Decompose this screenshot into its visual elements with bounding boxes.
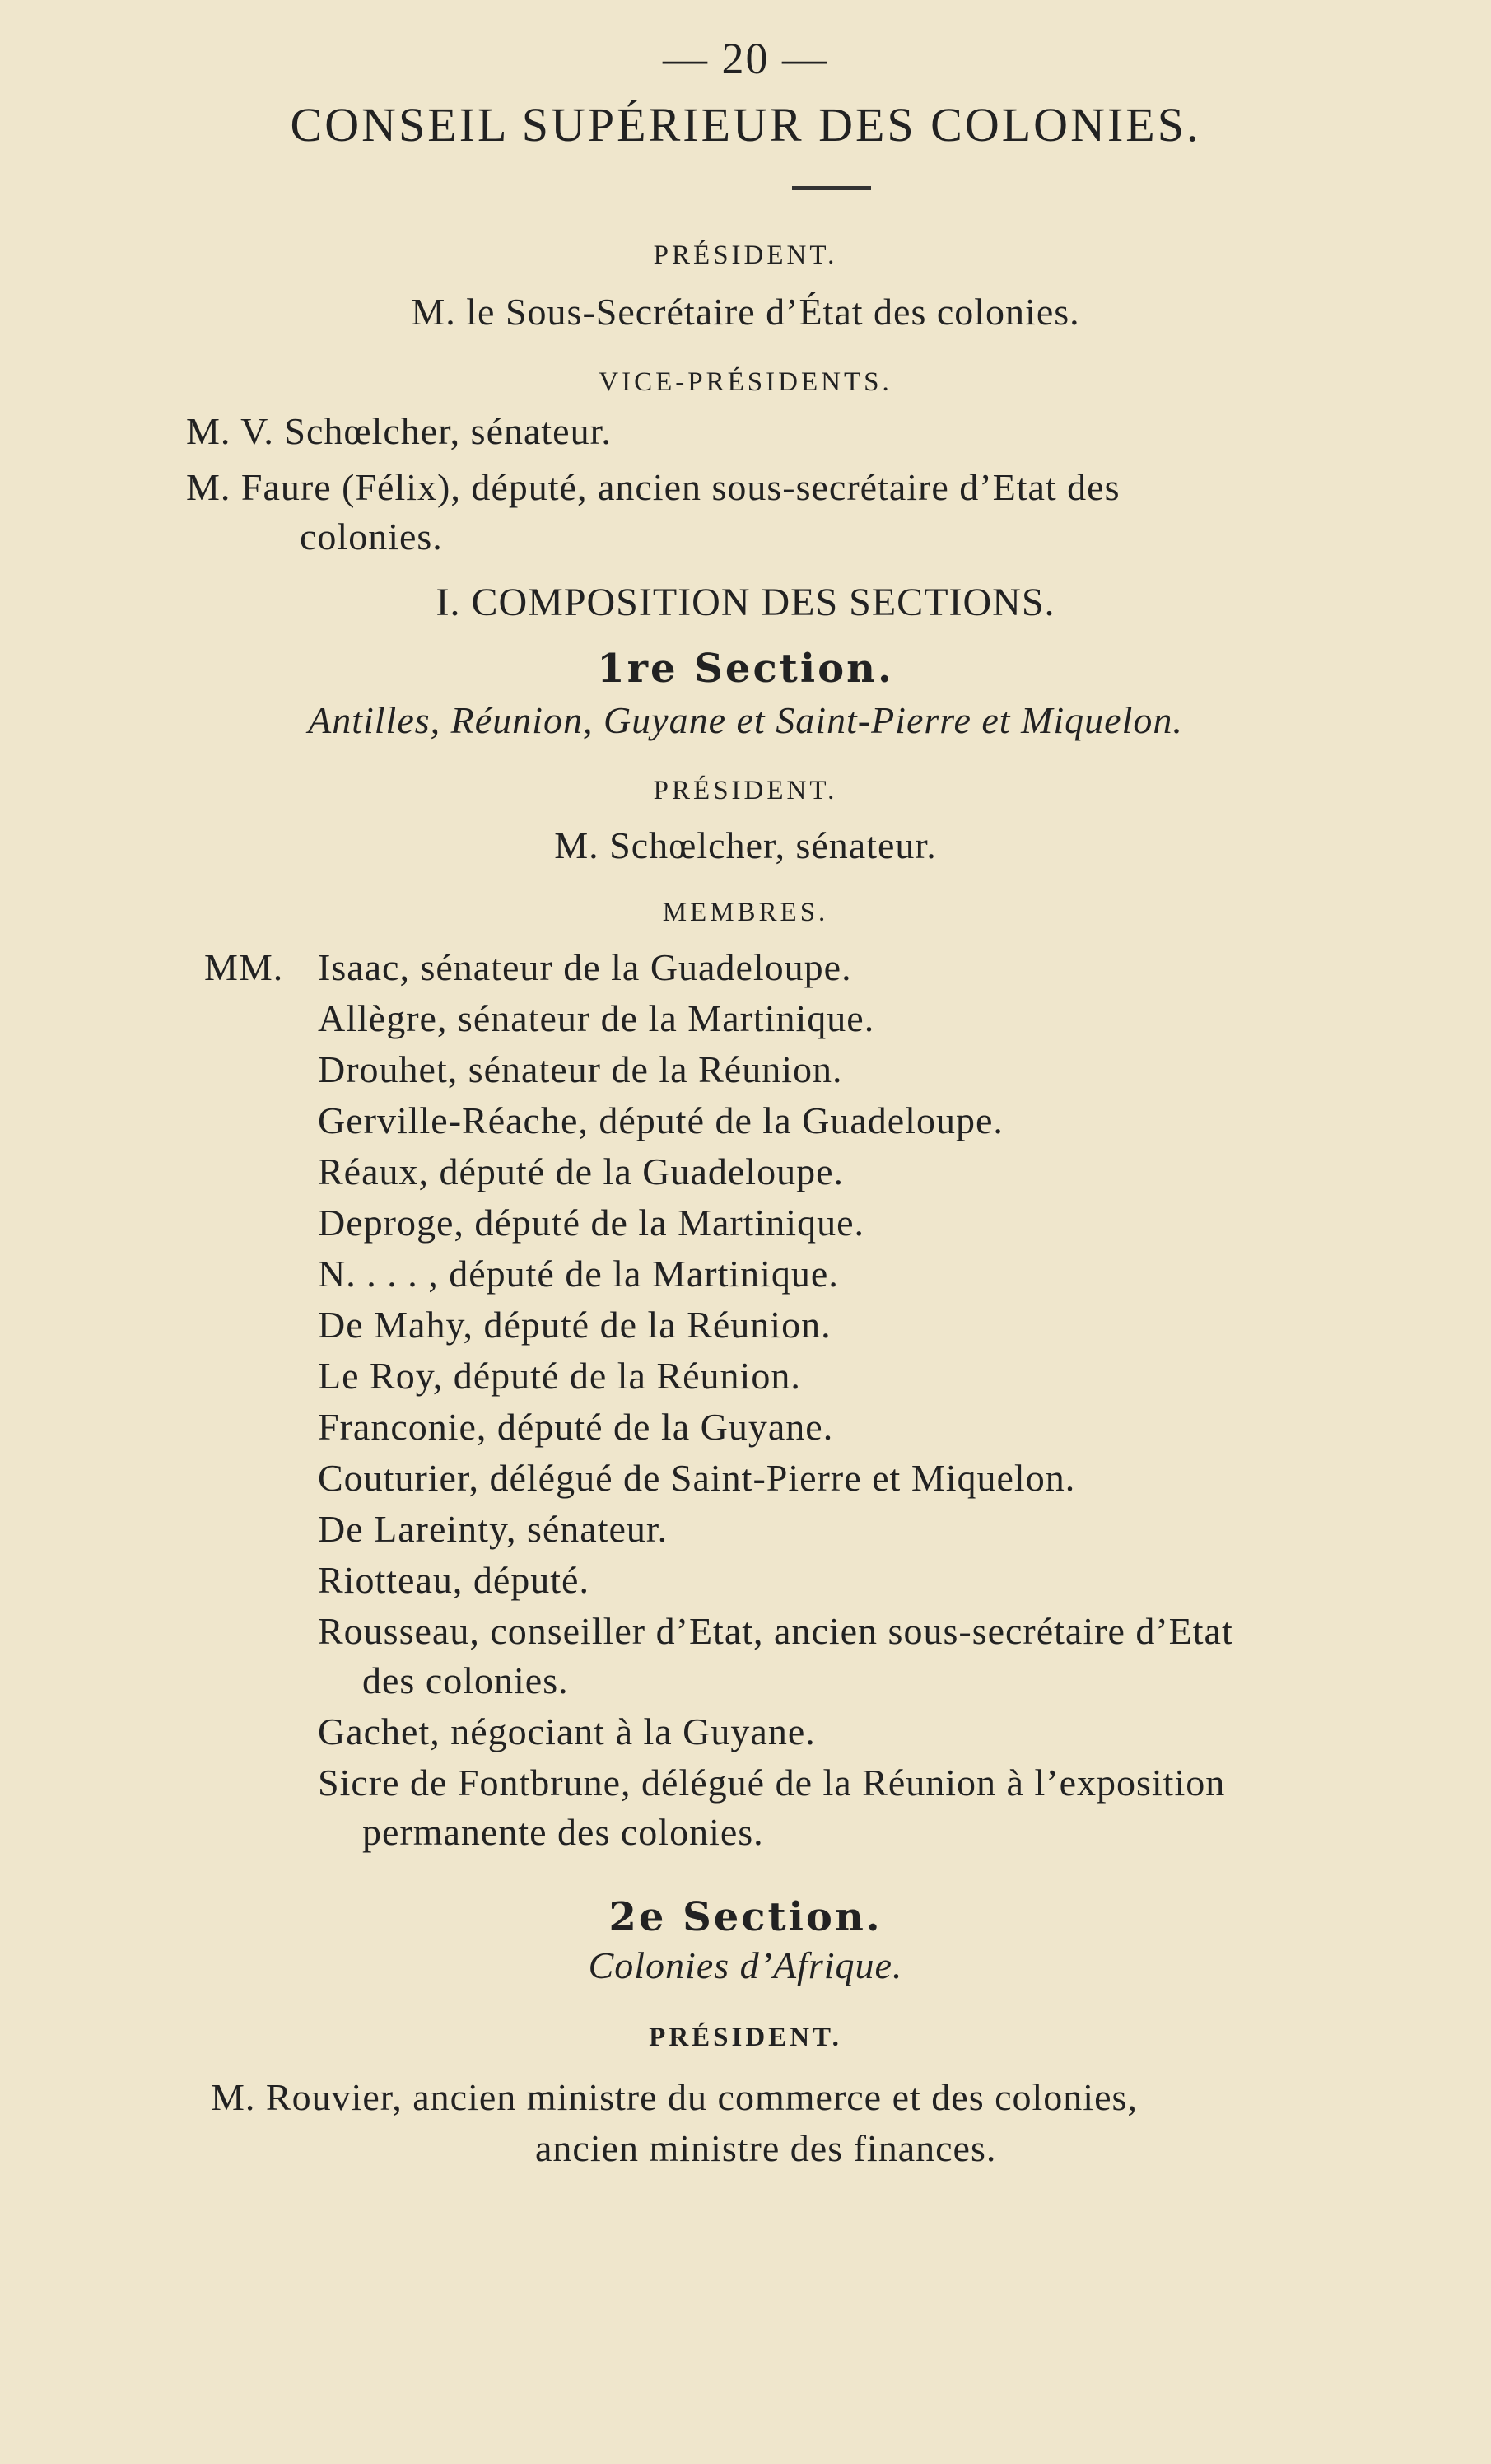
composition-heading: I. COMPOSITION DES SECTIONS. (436, 581, 1055, 624)
section1-members-label: MEMBRES. (662, 898, 829, 927)
member-line: Deproge, député de la Martinique. (318, 1202, 864, 1244)
section1-heading: 1re Section. (597, 646, 894, 692)
section2-president-line: M. Rouvier, ancien ministre du commerce et des colonies, (211, 2076, 1138, 2118)
page-number: — 20 — (663, 34, 828, 83)
page-title: CONSEIL SUPÉRIEUR DES COLONIES. (290, 98, 1201, 152)
member-line: Isaac, sénateur de la Guadeloupe. (318, 946, 852, 988)
vice-president-line: M. V. Schœlcher, sénateur. (186, 410, 612, 452)
member-line: Drouhet, sénateur de la Réunion. (318, 1048, 843, 1090)
section1-president-label: PRÉSIDENT. (653, 776, 838, 805)
title-rule (792, 186, 871, 190)
member-line: Allègre, sénateur de la Martinique. (318, 997, 875, 1039)
member-line: Gachet, négociant à la Guyane. (318, 1710, 816, 1752)
member-line: Riotteau, député. (318, 1559, 589, 1601)
member-line: N. . . . , député de la Martinique. (318, 1253, 839, 1295)
member-line: Rousseau, conseiller d’Etat, ancien sous-secrétaire d’Etat (318, 1610, 1233, 1652)
members-prefix: MM. (204, 946, 284, 988)
president-line: M. le Sous-Secrétaire d’État des colonies. (411, 291, 1080, 333)
member-line: Réaux, député de la Guadeloupe. (318, 1150, 844, 1192)
member-line: Sicre de Fontbrune, délégué de la Réunion à l’exposition (318, 1762, 1226, 1804)
vice-president-line: colonies. (300, 516, 443, 558)
vice-presidents-label: VICE-PRÉSIDENTS. (599, 367, 892, 397)
member-line: Couturier, délégué de Saint-Pierre et Miquelon. (318, 1457, 1076, 1499)
member-line: Gerville-Réache, député de la Guadeloupe. (318, 1099, 1004, 1141)
section2-heading: 2e Section. (608, 1894, 883, 1940)
section2-president-line: ancien ministre des finances. (535, 2127, 997, 2169)
member-line: Le Roy, député de la Réunion. (318, 1355, 801, 1397)
member-line: des colonies. (362, 1659, 569, 1701)
member-line: Franconie, député de la Guyane. (318, 1406, 834, 1448)
vice-president-line: M. Faure (Félix), député, ancien sous-secrétaire d’Etat des (186, 466, 1121, 508)
section2-subtitle: Colonies d’Afrique. (588, 1944, 903, 1986)
member-line: De Lareinty, sénateur. (318, 1508, 669, 1550)
section1-subtitle: Antilles, Réunion, Guyane et Saint-Pierre et Miquelon. (308, 699, 1183, 741)
president-label: PRÉSIDENT. (653, 240, 838, 270)
section2-president-label: PRÉSIDENT. (649, 2023, 842, 2052)
member-line: De Mahy, député de la Réunion. (318, 1304, 832, 1346)
member-line: permanente des colonies. (362, 1811, 764, 1853)
section1-president: M. Schœlcher, sénateur. (554, 824, 937, 866)
